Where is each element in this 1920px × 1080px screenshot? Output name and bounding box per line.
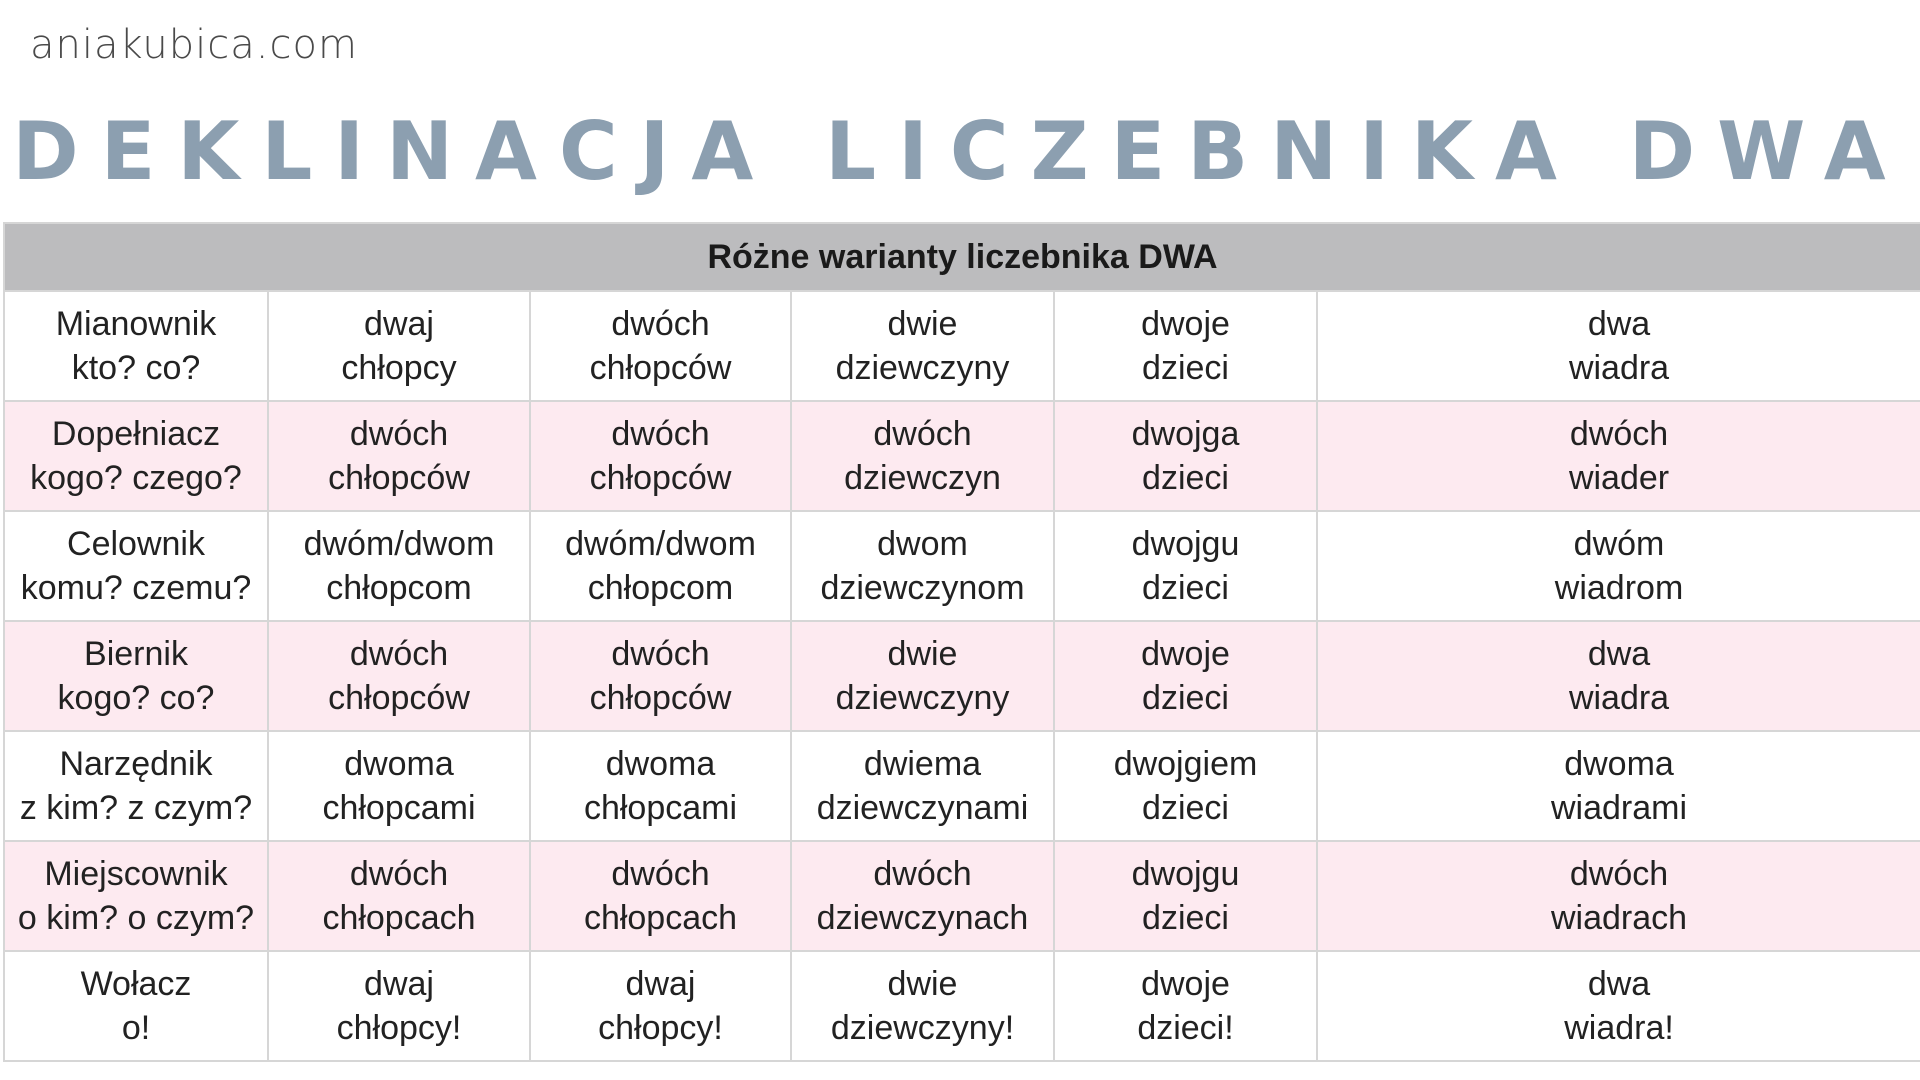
case-name: Miejscownik [44, 855, 228, 893]
numeral-form: dwaj [364, 965, 434, 1003]
noun-form: chłopcami [583, 789, 738, 827]
numeral-form: dwom [877, 525, 968, 563]
numeral-form: dwóch [611, 415, 710, 453]
form-cell [1317, 621, 1920, 731]
numeral-form: dwóch [873, 415, 972, 453]
numeral-form: dwoje [1141, 965, 1230, 1003]
numeral-form: dwaj [625, 965, 696, 1003]
form-cell [1054, 401, 1317, 511]
table-heading: Różne warianty liczebnika DWA [4, 223, 1920, 291]
noun-form: chłopców [589, 349, 732, 387]
numeral-form: dwie [887, 635, 958, 673]
numeral-form: dwojgu [1131, 855, 1240, 893]
numeral-form: dwóm/dwom [565, 525, 756, 563]
case-cell [4, 841, 268, 951]
numeral-form: dwóch [1569, 415, 1669, 453]
form-cell [530, 951, 791, 1061]
form-cell [1054, 291, 1317, 401]
numeral-form: dwojgu [1131, 525, 1240, 563]
form-cell [791, 731, 1054, 841]
numeral-form: dwojgiem [1113, 745, 1258, 783]
form-cell [530, 291, 791, 401]
case-name: Celownik [67, 525, 205, 563]
numeral-form: dwiema [863, 745, 982, 783]
case-cell [4, 731, 268, 841]
form-cell [1317, 291, 1920, 401]
form-cell [268, 951, 530, 1061]
case-name: Narzędnik [59, 745, 213, 783]
case-question: kto? co? [71, 349, 201, 387]
table-heading-row [4, 223, 1920, 291]
noun-form: wiadra [1568, 349, 1670, 387]
table-row [4, 291, 1920, 401]
form-cell [268, 401, 530, 511]
numeral-form: dwoje [1141, 635, 1230, 673]
form-cell [268, 621, 530, 731]
noun-form: wiadra [1568, 679, 1670, 717]
table-body [4, 291, 1920, 1061]
noun-form: dzieci [1142, 569, 1229, 607]
table-row [4, 511, 1920, 621]
case-name: Wołacz [80, 965, 192, 1003]
numeral-form: dwoje [1141, 305, 1230, 343]
numeral-form: dwóch [873, 855, 972, 893]
form-cell [268, 841, 530, 951]
case-cell [4, 621, 268, 731]
noun-form: chłopcy! [336, 1009, 462, 1047]
noun-form: wiadrom [1554, 569, 1684, 607]
numeral-form: dwojga [1131, 415, 1240, 453]
numeral-form: dwa [1587, 965, 1651, 1003]
form-cell [1054, 621, 1317, 731]
numeral-form: dwóch [349, 855, 449, 893]
form-cell [1317, 731, 1920, 841]
form-cell [791, 951, 1054, 1061]
numeral-form: dwóch [349, 415, 449, 453]
numeral-form: dwie [887, 305, 958, 343]
noun-form: chłopców [589, 459, 732, 497]
case-question: kogo? czego? [30, 459, 242, 497]
numeral-form: dwaj [364, 305, 434, 343]
case-question: o kim? o czym? [17, 899, 255, 937]
form-cell [1054, 731, 1317, 841]
noun-form: chłopcom [587, 569, 734, 607]
numeral-form: dwóch [611, 855, 710, 893]
page-title: DEKLINACJA LICZEBNIKA DWA [12, 105, 1908, 198]
form-cell [268, 731, 530, 841]
form-cell [268, 291, 530, 401]
numeral-form: dwoma [344, 745, 454, 783]
noun-form: dzieci [1142, 679, 1229, 717]
noun-form: wiadrach [1550, 899, 1688, 937]
noun-form: dziewczynom [820, 569, 1025, 607]
table-row [4, 401, 1920, 511]
noun-form: chłopców [589, 679, 732, 717]
form-cell [791, 291, 1054, 401]
form-cell [1054, 511, 1317, 621]
case-question: z kim? z czym? [19, 789, 253, 827]
table-row [4, 951, 1920, 1061]
noun-form: wiadrami [1551, 789, 1688, 827]
noun-form: dzieci! [1137, 1009, 1234, 1047]
numeral-form: dwóm [1573, 525, 1665, 563]
form-cell [791, 621, 1054, 731]
form-cell [1317, 951, 1920, 1061]
form-cell [791, 401, 1054, 511]
noun-form: dzieci [1142, 349, 1229, 387]
noun-form: dziewczyny [835, 679, 1010, 717]
case-question: kogo? co? [57, 679, 215, 717]
table-row [4, 621, 1920, 731]
form-cell [268, 511, 530, 621]
form-cell [1054, 951, 1317, 1061]
numeral-form: dwoma [605, 745, 716, 783]
noun-form: wiadra! [1564, 1009, 1674, 1047]
noun-form: dziewczynach [816, 899, 1029, 937]
noun-form: chłopcy! [598, 1009, 723, 1047]
case-question: komu? czemu? [20, 569, 252, 607]
case-name: Mianownik [55, 305, 217, 343]
case-question: o! [121, 1009, 151, 1047]
numeral-form: dwóch [611, 635, 710, 673]
form-cell [1317, 841, 1920, 951]
numeral-form: dwoma [1564, 745, 1674, 783]
numeral-form: dwa [1587, 305, 1651, 343]
noun-form: chłopców [328, 459, 470, 497]
noun-form: dzieci [1142, 459, 1229, 497]
declension-table [3, 222, 1920, 1062]
form-cell [530, 401, 791, 511]
numeral-form: dwa [1587, 635, 1651, 673]
numeral-form: dwóm/dwom [303, 525, 495, 563]
form-cell [1317, 401, 1920, 511]
case-cell [4, 511, 268, 621]
noun-form: dziewczyny! [830, 1009, 1015, 1047]
form-cell [1054, 841, 1317, 951]
case-cell [4, 951, 268, 1061]
noun-form: chłopcami [322, 789, 476, 827]
form-cell [530, 511, 791, 621]
numeral-form: dwóch [1569, 855, 1669, 893]
form-cell [530, 621, 791, 731]
case-name: Dopełniacz [51, 415, 221, 453]
noun-form: chłopców [328, 679, 470, 717]
noun-form: wiader [1568, 459, 1670, 497]
table-row [4, 841, 1920, 951]
form-cell [530, 731, 791, 841]
form-cell [791, 841, 1054, 951]
noun-form: chłopcach [322, 899, 476, 937]
form-cell [530, 841, 791, 951]
noun-form: dzieci [1142, 789, 1229, 827]
noun-form: dzieci [1142, 899, 1229, 937]
form-cell [1317, 511, 1920, 621]
form-cell [791, 511, 1054, 621]
numeral-form: dwóch [611, 305, 710, 343]
site-name: aniakubica.com [30, 22, 358, 68]
noun-form: dziewczynami [816, 789, 1029, 827]
numeral-form: dwie [887, 965, 958, 1003]
case-cell [4, 401, 268, 511]
noun-form: dziewczyny [835, 349, 1010, 387]
noun-form: chłopcom [326, 569, 472, 607]
noun-form: chłopcach [583, 899, 738, 937]
noun-form: chłopcy [341, 349, 457, 387]
numeral-form: dwóch [349, 635, 449, 673]
noun-form: dziewczyn [844, 459, 1001, 497]
table-row [4, 731, 1920, 841]
case-name: Biernik [84, 635, 188, 673]
case-cell [4, 291, 268, 401]
